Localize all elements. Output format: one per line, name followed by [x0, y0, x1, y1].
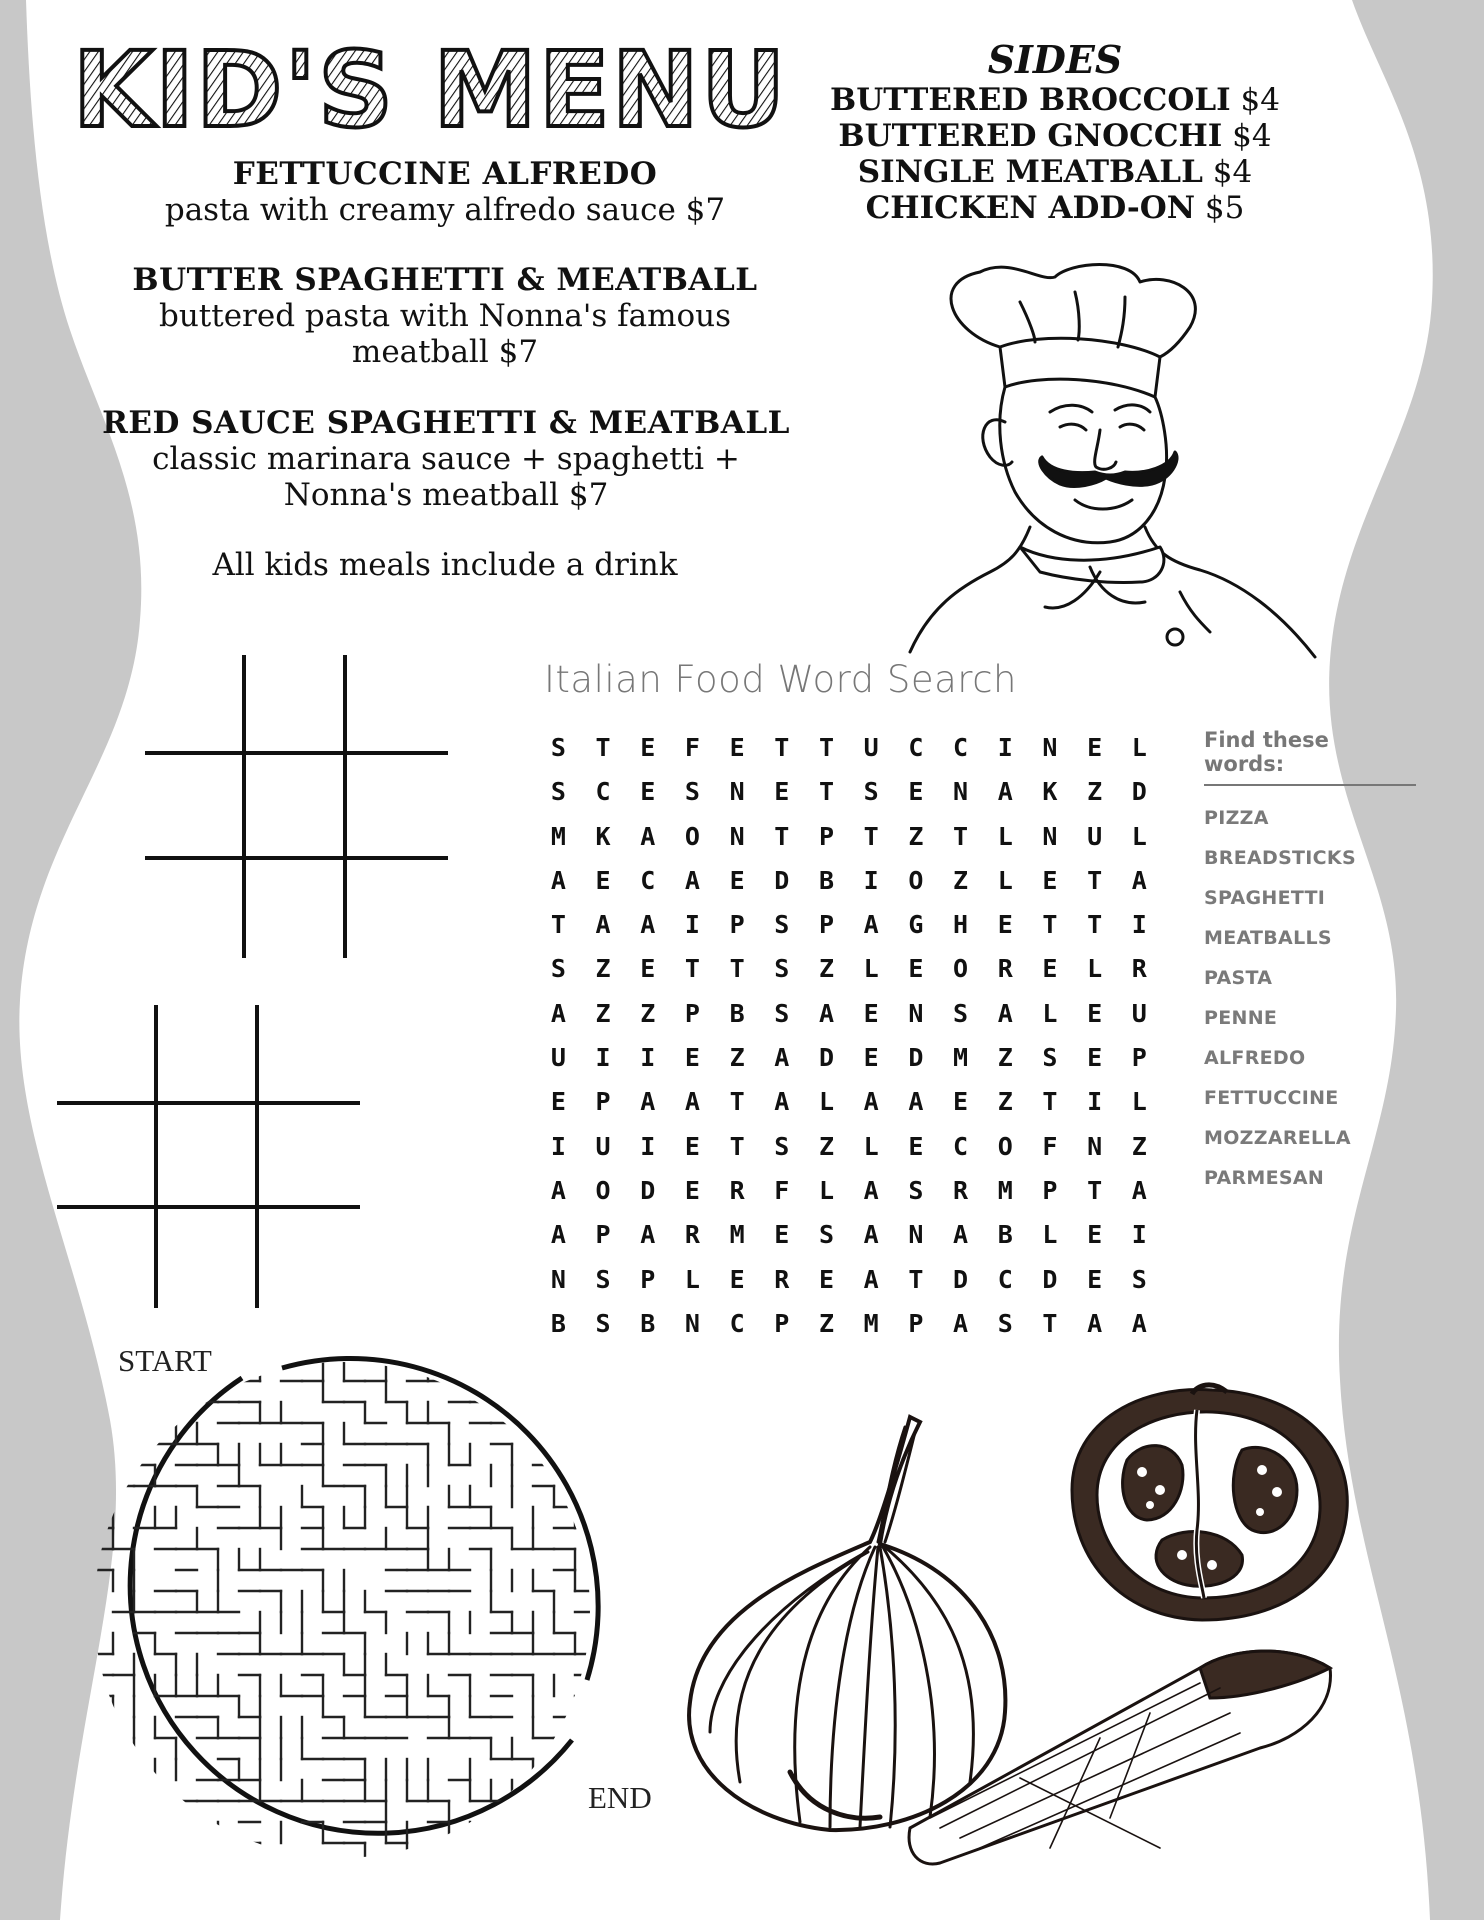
word-search-cell[interactable]: T [1087, 910, 1103, 940]
word-search-title: Italian Food Word Search [544, 658, 1018, 701]
word-search-cell[interactable]: S [595, 1264, 611, 1294]
side-name: CHICKEN ADD-ON [865, 190, 1196, 226]
word-search-cell[interactable]: R [684, 1220, 700, 1250]
word-search-cell[interactable]: M [997, 1175, 1013, 1205]
word-search-cell[interactable]: A [863, 910, 879, 940]
word-search-cell[interactable]: E [729, 865, 745, 895]
find-words-panel [1204, 728, 1416, 1198]
word-search-cell[interactable]: E [1087, 733, 1103, 762]
word-search-cell[interactable]: A [774, 1043, 790, 1073]
word-search-cell[interactable]: M [863, 1308, 879, 1338]
word-search-cell[interactable]: Z [908, 821, 924, 851]
word-search-cell[interactable]: T [953, 821, 969, 851]
word-search-cell[interactable]: D [908, 1043, 924, 1073]
word-search-cell[interactable]: R [729, 1175, 745, 1205]
word-search-cell[interactable]: C [997, 1264, 1013, 1294]
word-search-cell[interactable]: T [774, 821, 790, 851]
word-search-cell[interactable]: C [640, 865, 656, 895]
word-search-cell[interactable]: N [908, 998, 924, 1028]
word-search-cell[interactable]: E [640, 733, 656, 762]
word-search-cell[interactable]: A [684, 865, 700, 895]
word-search-cell[interactable]: A [595, 910, 611, 940]
find-word-item: PASTA [1204, 967, 1273, 989]
word-search-cell[interactable]: P [684, 998, 700, 1028]
word-search-cell[interactable]: S [550, 954, 566, 984]
find-word-item: BREADSTICKS [1204, 847, 1356, 869]
word-search-cell[interactable]: Z [997, 1043, 1013, 1073]
word-search-cell[interactable]: B [729, 998, 745, 1028]
word-search-cell[interactable]: L [997, 821, 1013, 851]
word-search-cell[interactable]: E [908, 1131, 924, 1161]
side-price: $4 [1240, 82, 1280, 118]
find-word-item: PENNE [1204, 1007, 1278, 1029]
find-words-list [1204, 798, 1416, 1198]
word-search-cell[interactable]: Z [818, 1131, 834, 1161]
word-search-cell[interactable]: P [595, 1087, 611, 1117]
find-word-item: MEATBALLS [1204, 927, 1332, 949]
word-search-cell[interactable]: D [774, 865, 790, 895]
kids-menu-title-logo [72, 29, 788, 151]
word-search-cell[interactable]: Z [818, 1308, 834, 1338]
word-search-cell[interactable]: T [729, 1087, 745, 1117]
word-search-cell[interactable]: E [818, 1264, 834, 1294]
word-search-cell[interactable]: S [908, 1175, 924, 1205]
word-search-cell[interactable]: I [1131, 1220, 1147, 1250]
word-search-cell[interactable]: P [818, 910, 834, 940]
word-search-cell[interactable]: T [1042, 910, 1058, 940]
side-name: SINGLE MEATBALL [857, 154, 1203, 190]
word-search-cell[interactable]: D [953, 1264, 969, 1294]
word-search-cell[interactable]: Z [595, 954, 611, 984]
word-search-cell[interactable]: E [863, 998, 879, 1028]
word-search-cell[interactable]: C [729, 1308, 745, 1338]
word-search-cell[interactable]: E [953, 1087, 969, 1117]
word-search-cell[interactable]: S [1131, 1264, 1147, 1294]
word-search-cell[interactable]: E [1087, 1264, 1103, 1294]
word-search-cell[interactable]: D [818, 1043, 834, 1073]
word-search-cell[interactable]: E [1087, 998, 1103, 1028]
word-search-cell[interactable]: E [640, 954, 656, 984]
word-search-cell[interactable]: C [953, 733, 969, 762]
penne-illustration-icon [900, 1628, 1340, 1868]
word-search-cell[interactable]: E [1042, 865, 1058, 895]
word-search-cell[interactable]: A [640, 1087, 656, 1117]
word-search-cell[interactable]: A [550, 998, 566, 1028]
word-search-cell[interactable]: L [1131, 821, 1147, 851]
word-search-cell[interactable]: Z [997, 1087, 1013, 1117]
item-name: RED SAUCE SPAGHETTI & MEATBALL [102, 405, 790, 441]
word-search-cell[interactable]: E [863, 1043, 879, 1073]
word-search-cell[interactable]: O [595, 1175, 611, 1205]
word-search-cell[interactable]: T [550, 910, 566, 940]
word-search-cell[interactable]: N [550, 1264, 566, 1294]
word-search-grid[interactable] [536, 726, 1162, 1346]
word-search-cell[interactable]: S [550, 733, 566, 762]
word-search-cell[interactable]: E [774, 777, 790, 807]
word-search-cell[interactable]: T [1042, 1308, 1058, 1338]
word-search-cell[interactable]: E [908, 777, 924, 807]
word-search-cell[interactable]: S [774, 1131, 790, 1161]
maze-start-label: START [118, 1343, 212, 1378]
word-search-cell[interactable]: T [818, 733, 834, 762]
word-search-cell[interactable]: S [684, 777, 700, 807]
item-desc: pasta with creamy alfredo sauce $7 [164, 192, 726, 228]
word-search-cell[interactable]: P [818, 821, 834, 851]
menu-item-fettuccine [90, 156, 800, 228]
word-search-cell[interactable]: L [1042, 998, 1058, 1028]
word-search-cell[interactable]: S [997, 1308, 1013, 1338]
kids-menu-title: KID'S MENU [72, 29, 788, 151]
word-search-cell[interactable]: A [1131, 865, 1147, 895]
word-search-cell[interactable]: B [818, 865, 834, 895]
item-name: FETTUCCINE ALFREDO [232, 156, 658, 192]
word-search-cell[interactable]: E [550, 1087, 566, 1117]
word-search-cell[interactable]: D [640, 1175, 656, 1205]
word-search-cell[interactable]: A [863, 1087, 879, 1117]
word-search-cell[interactable]: M [550, 821, 566, 851]
word-search-cell[interactable]: E [908, 954, 924, 984]
menu-note: All kids meals include a drink [212, 547, 678, 583]
word-search-cell[interactable]: I [595, 1043, 611, 1073]
word-search-cell[interactable]: T [729, 954, 745, 984]
word-search-cell[interactable]: S [774, 910, 790, 940]
side-item [800, 82, 1310, 118]
word-search-cell[interactable]: R [997, 954, 1013, 984]
word-search-cell[interactable]: O [997, 1131, 1013, 1161]
word-search-cell[interactable]: N [1042, 821, 1058, 851]
word-search-cell[interactable]: E [684, 1131, 700, 1161]
word-search-cell[interactable]: L [1087, 954, 1103, 984]
word-search-cell[interactable]: I [684, 910, 700, 940]
side-name: BUTTERED GNOCCHI [838, 118, 1223, 154]
word-search-cell[interactable]: I [1131, 910, 1147, 940]
word-search-cell[interactable]: N [729, 777, 745, 807]
word-search-cell[interactable]: B [640, 1308, 656, 1338]
item-desc: buttered pasta with Nonna's famous [158, 298, 732, 334]
tic-tac-toe-grid-2[interactable] [52, 1000, 362, 1310]
word-search-cell[interactable]: P [729, 910, 745, 940]
word-search-cell[interactable]: Z [1087, 777, 1103, 807]
side-item [800, 154, 1310, 190]
sides-section [800, 38, 1310, 226]
word-search-cell[interactable]: E [640, 777, 656, 807]
word-search-cell[interactable]: S [1042, 1043, 1058, 1073]
word-search-cell[interactable]: A [953, 1220, 969, 1250]
find-words-title: Find these words: [1204, 728, 1416, 786]
word-search-cell[interactable]: L [997, 865, 1013, 895]
word-search-cell[interactable]: F [1042, 1131, 1058, 1161]
menu-item-red-sauce-spaghetti [66, 405, 826, 513]
find-word-item: PARMESAN [1204, 1167, 1325, 1189]
word-search-cell[interactable]: L [1131, 733, 1147, 762]
word-search-cell[interactable]: D [1042, 1264, 1058, 1294]
menu-item-butter-spaghetti [90, 262, 800, 370]
word-search-cell[interactable]: L [818, 1087, 834, 1117]
word-search-cell[interactable]: K [595, 821, 611, 851]
word-search-cell[interactable]: U [1087, 821, 1103, 851]
chef-illustration-icon [870, 262, 1340, 662]
find-word-item: ALFREDO [1204, 1047, 1306, 1069]
word-search-cell[interactable]: A [997, 998, 1013, 1028]
word-search-cell[interactable]: Z [729, 1043, 745, 1073]
word-search-cell[interactable]: A [863, 1264, 879, 1294]
side-item [800, 190, 1310, 226]
sides-title: SIDES [987, 37, 1123, 82]
word-search-cell[interactable]: A [997, 777, 1013, 807]
word-search-cell[interactable]: O [908, 865, 924, 895]
word-search-cell[interactable]: A [550, 865, 566, 895]
word-search-cell[interactable]: E [595, 865, 611, 895]
word-search-cell[interactable]: B [997, 1220, 1013, 1250]
word-search-cell[interactable]: I [1087, 1087, 1103, 1117]
word-search-cell[interactable]: R [1131, 954, 1147, 984]
word-search-cell[interactable]: T [684, 954, 700, 984]
word-search-cell[interactable]: P [908, 1308, 924, 1338]
word-search-cell[interactable]: A [953, 1308, 969, 1338]
word-search-cell[interactable]: U [550, 1043, 566, 1073]
word-search-cell[interactable]: Z [640, 998, 656, 1028]
word-search-cell[interactable]: N [729, 821, 745, 851]
word-search-cell[interactable]: E [1087, 1043, 1103, 1073]
word-search-cell[interactable]: L [863, 954, 879, 984]
word-search-cell[interactable]: T [908, 1264, 924, 1294]
word-search-cell[interactable]: A [684, 1087, 700, 1117]
word-search-cell[interactable]: T [1087, 865, 1103, 895]
word-search-cell[interactable]: M [729, 1220, 745, 1250]
word-search-cell[interactable]: U [1131, 998, 1147, 1028]
word-search-cell[interactable]: H [953, 910, 969, 940]
word-search-cell[interactable]: S [953, 998, 969, 1028]
word-search-cell[interactable]: E [684, 1175, 700, 1205]
word-search-cell[interactable]: S [774, 998, 790, 1028]
word-search-cell[interactable]: E [684, 1043, 700, 1073]
word-search-cell[interactable]: E [1042, 954, 1058, 984]
word-search-cell[interactable]: A [1087, 1308, 1103, 1338]
word-search-cell[interactable]: N [953, 777, 969, 807]
word-search-cell[interactable]: C [953, 1131, 969, 1161]
word-search-cell[interactable]: G [908, 910, 924, 940]
word-search-cell[interactable]: A [550, 1175, 566, 1205]
word-search-cell[interactable]: I [640, 1043, 656, 1073]
word-search-cell[interactable]: P [1131, 1043, 1147, 1073]
word-search-cell[interactable]: T [1087, 1175, 1103, 1205]
word-search-cell[interactable]: A [818, 998, 834, 1028]
item-desc: Nonna's meatball $7 [283, 477, 609, 513]
word-search-cell[interactable]: E [729, 1264, 745, 1294]
find-word-item: FETTUCCINE [1204, 1087, 1339, 1109]
word-search-cell[interactable]: P [774, 1308, 790, 1338]
tomato-illustration-icon [1052, 1380, 1362, 1630]
word-search-cell[interactable]: P [640, 1264, 656, 1294]
word-search-cell[interactable]: S [774, 954, 790, 984]
side-price: $4 [1232, 118, 1272, 154]
word-search-cell[interactable]: F [684, 733, 700, 762]
find-word-item: PIZZA [1204, 807, 1269, 829]
word-search-cell[interactable]: L [1042, 1220, 1058, 1250]
word-search-cell[interactable]: C [595, 777, 611, 807]
word-search-cell[interactable]: S [550, 777, 566, 807]
word-search-cell[interactable]: U [863, 733, 879, 762]
word-search-cell[interactable]: A [640, 1220, 656, 1250]
word-search-cell[interactable]: O [953, 954, 969, 984]
word-search-cell[interactable]: A [774, 1087, 790, 1117]
word-search-cell[interactable]: L [684, 1264, 700, 1294]
word-search-cell[interactable]: A [640, 821, 656, 851]
word-search-cell[interactable]: F [774, 1175, 790, 1205]
word-search-cell[interactable]: A [550, 1220, 566, 1250]
item-name: BUTTER SPAGHETTI & MEATBALL [132, 262, 758, 298]
item-desc: meatball $7 [351, 334, 539, 370]
word-search-cell[interactable]: I [997, 733, 1013, 762]
side-price: $5 [1204, 190, 1245, 226]
word-search-cell[interactable]: U [595, 1131, 611, 1161]
word-search-cell[interactable]: A [863, 1220, 879, 1250]
word-search-cell[interactable]: I [550, 1131, 566, 1161]
word-search-cell[interactable]: A [863, 1175, 879, 1205]
word-search-cell[interactable]: T [729, 1131, 745, 1161]
word-search-cell[interactable]: R [953, 1175, 969, 1205]
word-search-cell[interactable]: E [774, 1220, 790, 1250]
side-price: $4 [1212, 154, 1253, 190]
word-search-cell[interactable]: Z [1131, 1131, 1147, 1161]
word-search-cell[interactable]: S [818, 1220, 834, 1250]
word-search-cell[interactable]: E [729, 733, 745, 762]
word-search-cell[interactable]: L [863, 1131, 879, 1161]
word-search-cell[interactable]: N [908, 1220, 924, 1250]
word-search-cell[interactable]: L [818, 1175, 834, 1205]
word-search-cell[interactable]: I [863, 865, 879, 895]
word-search-cell[interactable]: Z [953, 865, 969, 895]
word-search-cell[interactable]: T [1042, 1087, 1058, 1117]
word-search-cell[interactable]: A [640, 910, 656, 940]
find-word-item: SPAGHETTI [1204, 887, 1326, 909]
word-search-cell[interactable]: R [774, 1264, 790, 1294]
word-search-cell[interactable]: A [908, 1087, 924, 1117]
word-search-cell[interactable]: N [1042, 733, 1058, 762]
circle-maze[interactable] [82, 1350, 602, 1870]
word-search-cell[interactable]: Z [595, 998, 611, 1028]
word-search-cell[interactable]: E [1087, 1220, 1103, 1250]
word-search-cell[interactable]: T [774, 733, 790, 762]
side-name: BUTTERED BROCCOLI [830, 82, 1231, 118]
word-search-cell[interactable]: B [550, 1308, 566, 1338]
item-desc: classic marinara sauce + spaghetti + [152, 441, 740, 477]
word-search-cell[interactable]: E [997, 910, 1013, 940]
side-item [800, 118, 1310, 154]
tic-tac-toe-grid-1[interactable] [140, 650, 450, 960]
word-search-cell[interactable]: T [595, 733, 611, 762]
word-search-cell[interactable]: A [1131, 1175, 1147, 1205]
word-search-cell[interactable]: K [1042, 777, 1058, 807]
maze-end-label: END [588, 1780, 652, 1815]
word-search-cell[interactable]: A [1131, 1308, 1147, 1338]
word-search-cell[interactable]: T [863, 821, 879, 851]
word-search-cell[interactable]: I [640, 1131, 656, 1161]
word-search-cell[interactable]: M [953, 1043, 969, 1073]
word-search-cell[interactable]: C [908, 733, 924, 762]
word-search-cell[interactable]: T [818, 777, 834, 807]
word-search-cell[interactable]: S [863, 777, 879, 807]
word-search-cell[interactable]: S [595, 1308, 611, 1338]
word-search-cell[interactable]: P [1042, 1175, 1058, 1205]
word-search-cell[interactable]: N [1087, 1131, 1103, 1161]
word-search-cell[interactable]: P [595, 1220, 611, 1250]
word-search-cell[interactable]: D [1131, 777, 1147, 807]
word-search-cell[interactable]: Z [818, 954, 834, 984]
word-search-cell[interactable]: L [1131, 1087, 1147, 1117]
word-search-cell[interactable]: O [684, 821, 700, 851]
find-word-item: MOZZARELLA [1204, 1127, 1351, 1149]
word-search-cell[interactable]: N [684, 1308, 700, 1338]
